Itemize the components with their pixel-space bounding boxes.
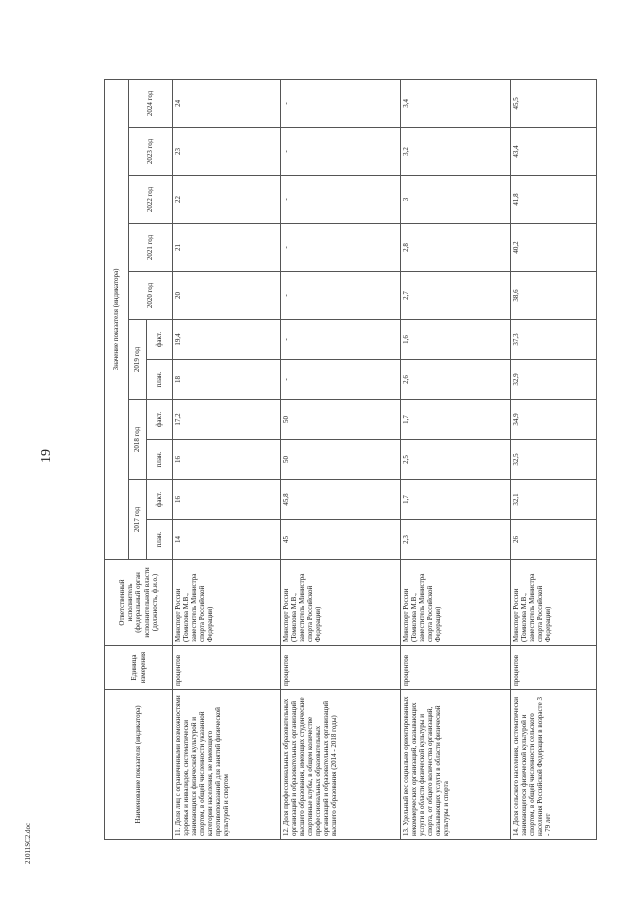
header-fact: факт.: [147, 480, 173, 520]
value-cell: -: [281, 360, 401, 400]
header-2017: 2017 год: [129, 480, 147, 560]
value-cell: 1,6: [401, 320, 511, 360]
value-cell: 2,6: [401, 360, 511, 400]
indicator-name: Удельный вес социально ориентированных некоммерческих организаций, оказывающих услуги в области физической культуры и спорта, от общего количества организаций, оказывающих услуги в области физической культуры и спорта: [402, 696, 451, 836]
row-index: 14.: [512, 827, 520, 836]
value-cell: 21: [173, 224, 281, 272]
row-index: 13.: [402, 827, 410, 836]
header-plan: план.: [147, 440, 173, 480]
value-cell: 17,2: [173, 400, 281, 440]
value-cell: 45: [281, 520, 401, 560]
header-2018: 2018 год: [129, 400, 147, 480]
value-cell: 16: [173, 440, 281, 480]
value-cell: 41,8: [511, 176, 597, 224]
page-number: 19: [39, 449, 54, 463]
value-cell: 2,5: [401, 440, 511, 480]
value-cell: 40,2: [511, 224, 597, 272]
value-cell: 34,9: [511, 400, 597, 440]
value-cell: -: [281, 176, 401, 224]
header-2024: 2024 год: [129, 79, 173, 127]
value-cell: 37,3: [511, 320, 597, 360]
value-cell: 50: [281, 400, 401, 440]
table-row: [511, 79, 597, 839]
unit-cell: процентов: [511, 646, 597, 690]
row-index: 11.: [174, 827, 182, 836]
unit-cell: процентов: [281, 646, 401, 690]
value-cell: 45,8: [281, 480, 401, 520]
header-values-group: Значение показателя (индикатора): [105, 79, 129, 559]
value-cell: 3: [401, 176, 511, 224]
value-cell: 3,4: [401, 79, 511, 127]
indicator-name-cell: [173, 690, 281, 840]
value-cell: 32,5: [511, 440, 597, 480]
value-cell: 38,6: [511, 272, 597, 320]
header-unit: Единица измерения: [105, 646, 173, 690]
value-cell: 43,4: [511, 128, 597, 176]
value-cell: 24: [173, 79, 281, 127]
value-cell: -: [281, 320, 401, 360]
value-cell: 22: [173, 176, 281, 224]
value-cell: 3,2: [401, 128, 511, 176]
value-cell: 32,9: [511, 360, 597, 400]
header-2019: 2019 год: [129, 320, 147, 400]
header-plan: план.: [147, 360, 173, 400]
unit-cell: процентов: [401, 646, 511, 690]
indicator-name-cell: [401, 690, 511, 840]
value-cell: -: [281, 128, 401, 176]
value-cell: 2,8: [401, 224, 511, 272]
footer-filename: 21011SC2.doc: [24, 822, 32, 864]
table-row: [281, 79, 401, 839]
value-cell: 32,1: [511, 480, 597, 520]
indicator-name-cell: [281, 690, 401, 840]
value-cell: 2,7: [401, 272, 511, 320]
value-cell: -: [281, 224, 401, 272]
indicator-name: Доля профессиональных образовательных организаций и образовательных организаций высшего образования, имеющих студенческие спортивные клубы, в общем количестве профессиональных образовательных организаций и образовательных организаций высшего образования (2014 - 2018 годы): [282, 697, 339, 836]
rotated-table-container: [104, 80, 604, 840]
value-cell: 19,4: [173, 320, 281, 360]
value-cell: 45,5: [511, 79, 597, 127]
header-2023: 2023 год: [129, 128, 173, 176]
value-cell: 16: [173, 480, 281, 520]
responsible-cell: Минспорт России (Томилова М.В., заместитель Министра спорта Российской Федерации): [401, 560, 511, 646]
table-header: [105, 79, 173, 839]
unit-cell: процентов: [173, 646, 281, 690]
header-2021: 2021 год: [129, 224, 173, 272]
row-index: 12.: [282, 827, 290, 836]
table-body: [173, 79, 597, 839]
responsible-cell: Минспорт России (Томилова М.В., заместитель Министра спорта Российской Федерации): [281, 560, 401, 646]
header-responsible: Ответственный исполнитель (федеральный орган исполнительной власти (должность, ф.и.о.): [105, 560, 173, 646]
value-cell: 14: [173, 520, 281, 560]
value-cell: -: [281, 79, 401, 127]
value-cell: 2,3: [401, 520, 511, 560]
value-cell: 26: [511, 520, 597, 560]
indicators-table: [104, 79, 597, 840]
header-plan: план.: [147, 520, 173, 560]
header-2020: 2020 год: [129, 272, 173, 320]
header-name: Наименование показателя (индикатора): [105, 690, 173, 840]
header-2022: 2022 год: [129, 176, 173, 224]
header-fact: факт.: [147, 400, 173, 440]
value-cell: 23: [173, 128, 281, 176]
table-row: [401, 79, 511, 839]
indicator-name: Доля лиц с ограниченными возможностями здоровья и инвалидов, систематически занимающихся физической культурой и спортом, в общей численности указанной категории населения, не имеющего противопоказаний для занятий физической культурой и спортом: [174, 695, 231, 836]
value-cell: 1,7: [401, 480, 511, 520]
value-cell: -: [281, 272, 401, 320]
table-row: [173, 79, 281, 839]
value-cell: 18: [173, 360, 281, 400]
value-cell: 20: [173, 272, 281, 320]
responsible-cell: Минспорт России (Томилова М.В., заместитель Министра спорта Российской Федерации): [173, 560, 281, 646]
indicator-name: Доля сельского населения, систематически занимающегося физической культурой и спортом, в общей численности сельского населения Российской Федерации в возрасте 3 - 79 лет: [512, 697, 553, 836]
value-cell: 50: [281, 440, 401, 480]
responsible-cell: Минспорт России (Томилова М.В., заместитель Министра спорта Российской Федерации): [511, 560, 597, 646]
value-cell: 1,7: [401, 400, 511, 440]
header-fact: факт.: [147, 320, 173, 360]
indicator-name-cell: [511, 690, 597, 840]
